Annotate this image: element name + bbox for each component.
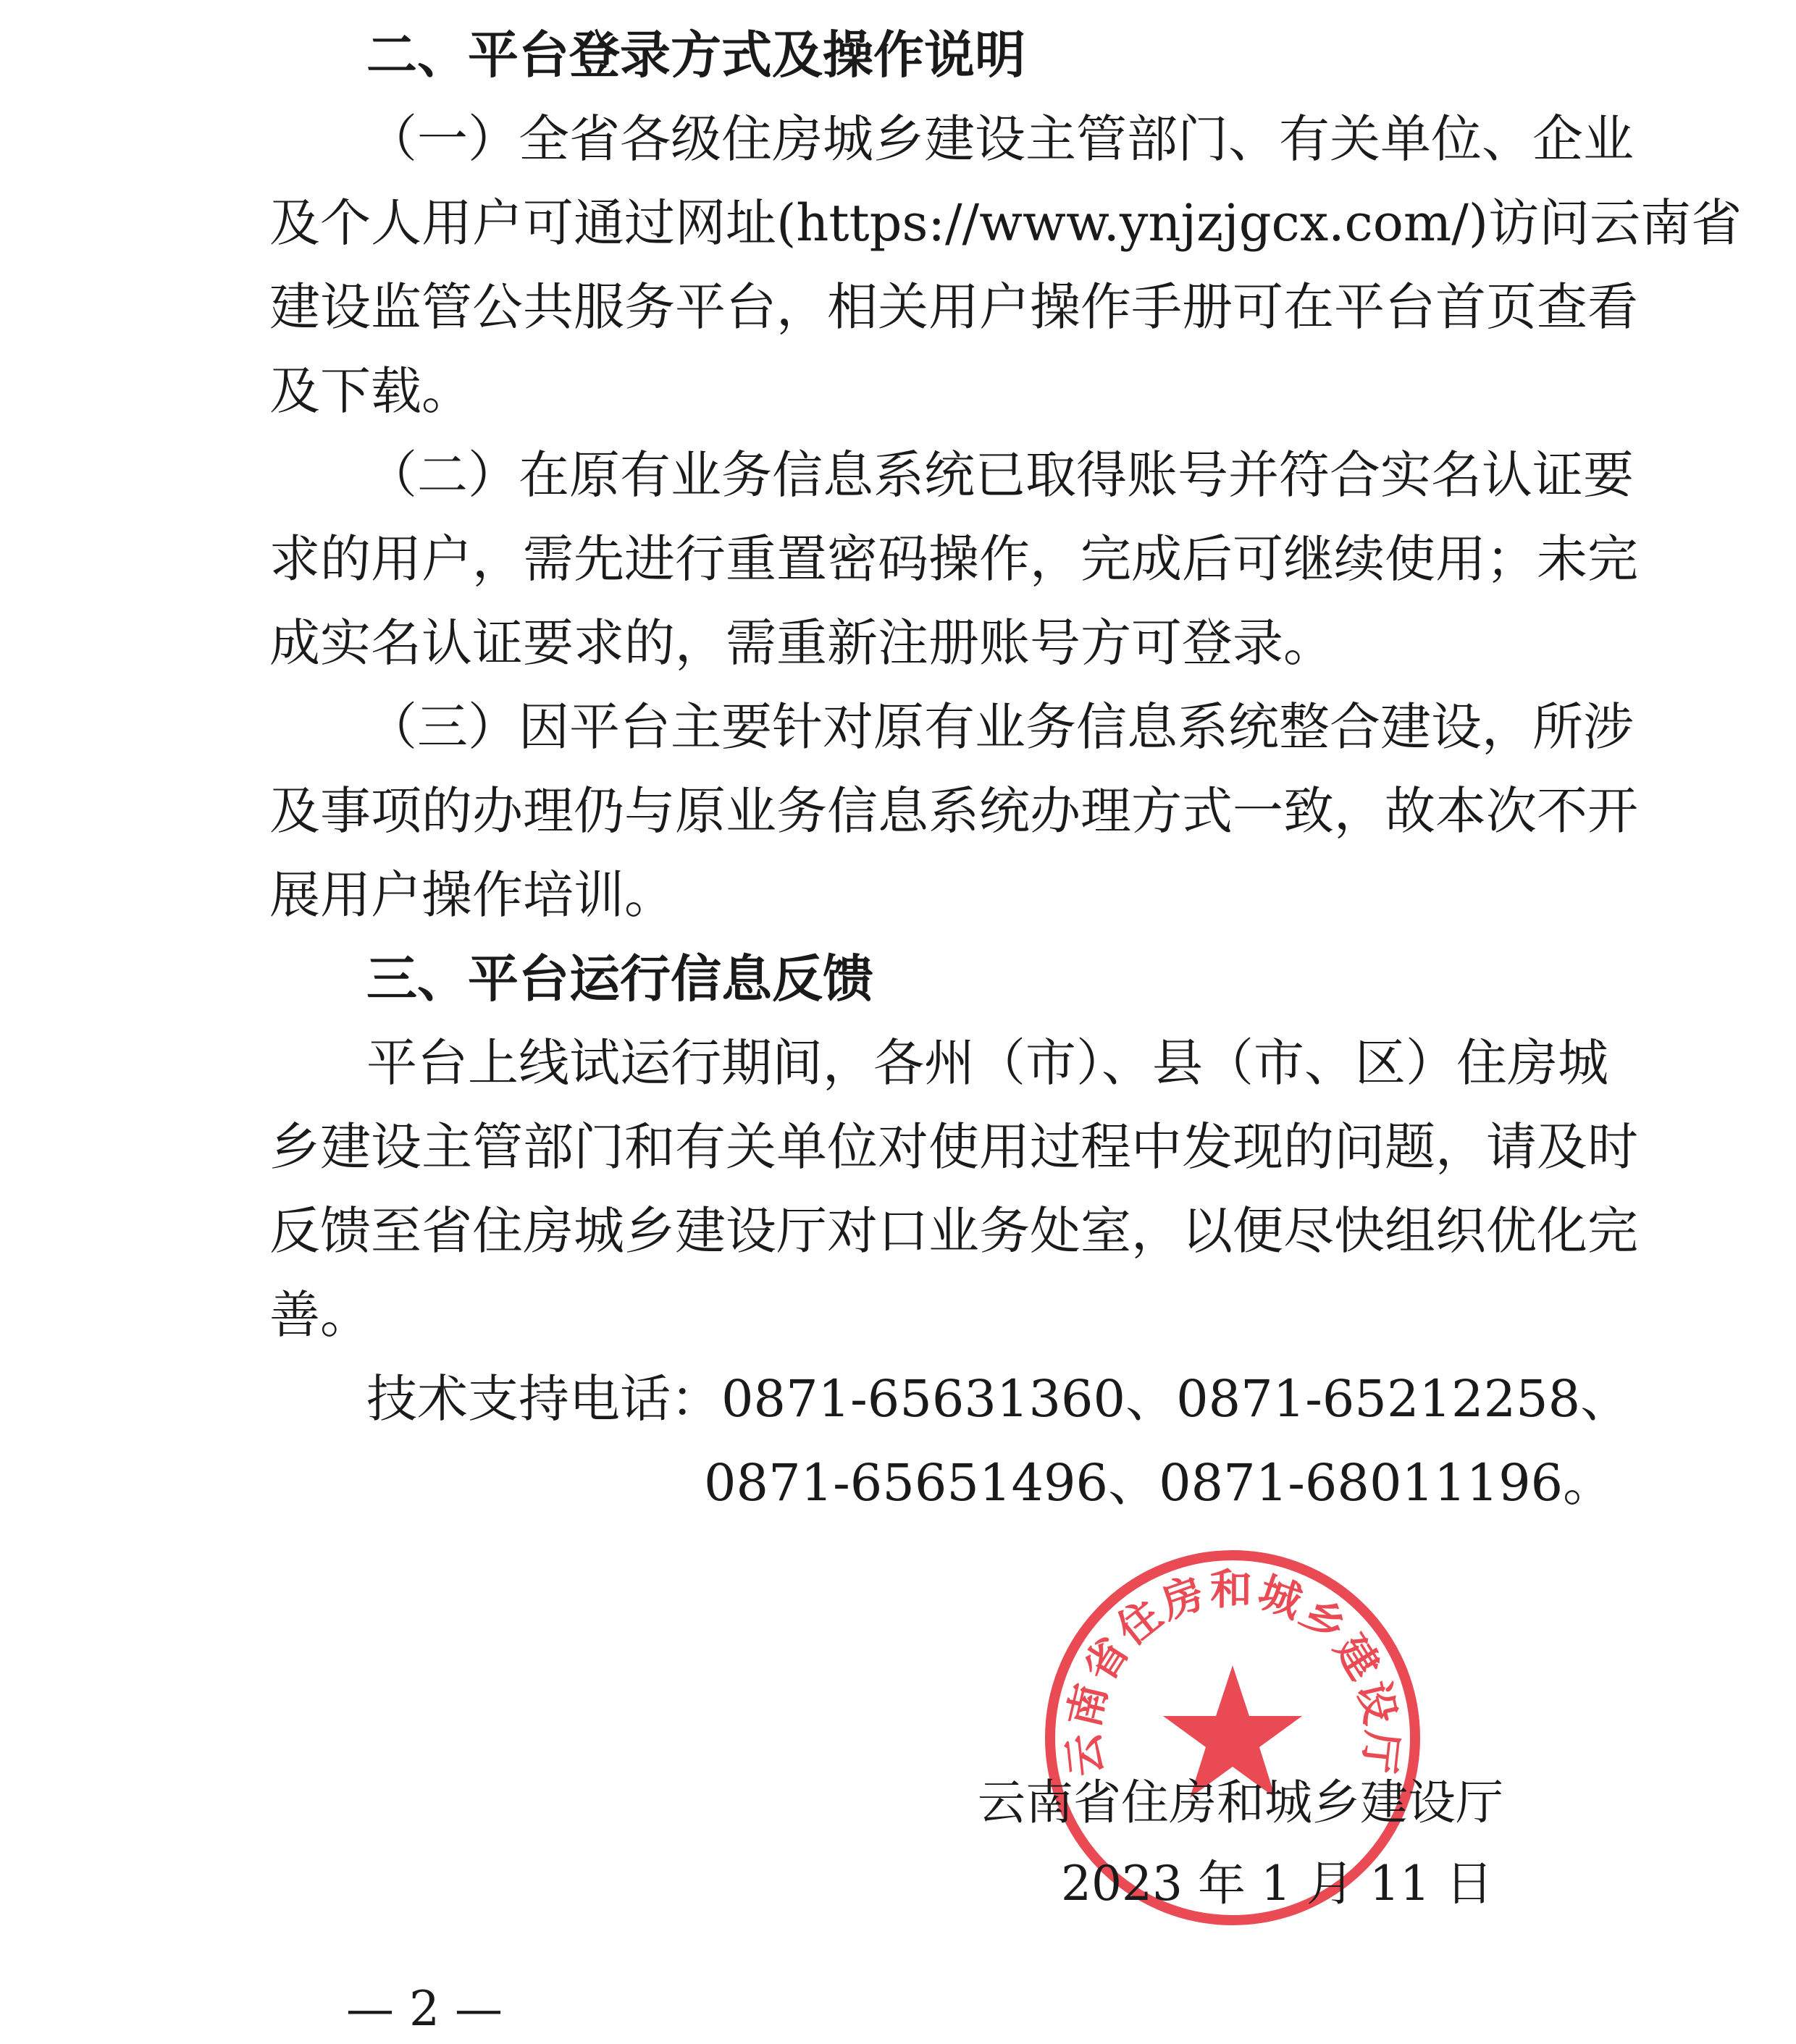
paragraph-line: 展用户操作培训。: [269, 865, 675, 925]
tech-support-phones: 技术支持电话：0871-65631360、0871-65212258、: [366, 1369, 1632, 1429]
paragraph-line: 反馈至省住房城乡建设厅对口业务处室，以便尽快组织优化完: [269, 1201, 1638, 1261]
issuing-organization: 云南省住房和城乡建设厅: [978, 1775, 1503, 1830]
page-number: — 2 —: [346, 1981, 503, 2037]
paragraph-line: （一）全省各级住房城乡建设主管部门、有关单位、企业: [366, 109, 1634, 169]
document-body: [269, 13, 1742, 1525]
paragraph-line: 求的用户，需先进行重置密码操作，完成后可继续使用；未完: [269, 529, 1638, 589]
paragraph-line: 及个人用户可通过网址(https://www.ynjzjgcx.com/)访问云南省: [269, 193, 1742, 253]
paragraph-line: 及事项的办理仍与原业务信息系统办理方式一致，故本次不开: [269, 781, 1638, 841]
paragraph-line: （三）因平台主要针对原有业务信息系统整合建设，所涉: [366, 697, 1634, 757]
paragraph-line: 平台上线试运行期间，各州（市）、县（市、区）住房城: [366, 1033, 1608, 1093]
paragraph-line: 及下载。: [269, 361, 472, 421]
section-heading-login: 二、平台登录方式及操作说明: [366, 25, 1025, 85]
paragraph-line: 乡建设主管部门和有关单位对使用过程中发现的问题，请及时: [269, 1117, 1638, 1177]
paragraph-line: （二）在原有业务信息系统已取得账号并符合实名认证要: [366, 445, 1634, 505]
svg-text:云南省住房和城乡建设厅: 云南省住房和城乡建设厅: [1058, 1565, 1407, 1779]
paragraph-line: 成实名认证要求的，需重新注册账号方可登录。: [269, 613, 1334, 673]
paragraph-line: 建设监管公共服务平台，相关用户操作手册可在平台首页查看: [269, 277, 1638, 337]
tech-support-phones-cont: 0871-65651496、0871-68011196。: [704, 1453, 1614, 1513]
issue-date: 2023 年 1 月 11 日: [1061, 1856, 1493, 1911]
section-heading-feedback: 三、平台运行信息反馈: [366, 949, 873, 1009]
paragraph-line: 善。: [269, 1285, 371, 1345]
